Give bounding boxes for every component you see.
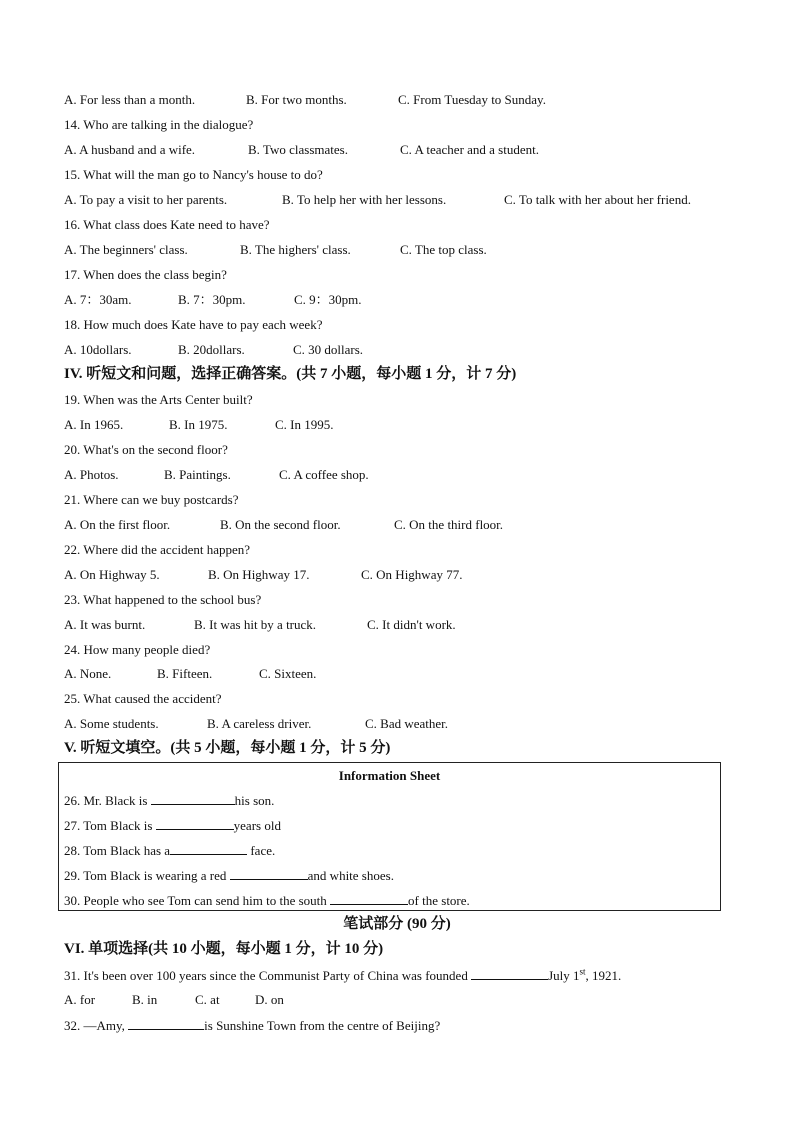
q22-options xyxy=(64,566,462,584)
q23-options xyxy=(64,616,456,634)
info-item-text: years old xyxy=(233,818,281,833)
q15-option-c: C. To talk with her about her friend. xyxy=(504,192,691,207)
q14-options xyxy=(64,141,539,159)
q31-date-year: , 1921. xyxy=(585,968,622,983)
q25-options xyxy=(64,715,448,733)
q24-option-b: B. Fifteen. xyxy=(157,666,213,681)
q17-question: 17. When does the class begin? xyxy=(64,267,227,282)
q32-question xyxy=(64,1016,440,1035)
q19-option-c: C. In 1995. xyxy=(275,417,334,432)
q19-question: 19. When was the Arts Center built? xyxy=(64,392,253,407)
q13-options xyxy=(64,91,546,109)
q31-option-d: D. on xyxy=(255,992,284,1007)
q16-option-c: C. The top class. xyxy=(400,242,487,257)
q18-options xyxy=(64,341,363,359)
q13-option-c: C. From Tuesday to Sunday. xyxy=(398,92,546,107)
info-item-text: 30. People who see Tom can send him to the south xyxy=(64,893,331,908)
q31-question xyxy=(64,966,621,985)
info-item-29 xyxy=(64,866,394,885)
q22-option-b: B. On Highway 17. xyxy=(208,567,310,582)
q31-option-b: B. in xyxy=(132,992,158,1007)
info-item-26 xyxy=(64,791,274,810)
q31-date-suffix-sup: st xyxy=(579,966,586,977)
q32-text-after: is Sunshine Town from the centre of Beijing? xyxy=(204,1018,441,1033)
q14-question: 14. Who are talking in the dialogue? xyxy=(64,117,254,132)
q25-option-b: B. A careless driver. xyxy=(207,716,312,731)
q17-options xyxy=(64,291,362,309)
q22-question: 22. Where did the accident happen? xyxy=(64,542,251,557)
q31-option-a: A. for xyxy=(64,992,96,1007)
q18-option-b: B. 20dollars. xyxy=(178,342,245,357)
q17-option-c: C. 9：30pm. xyxy=(294,292,362,307)
q23-option-b: B. It was hit by a truck. xyxy=(194,617,317,632)
section-5-heading: V. 听短文填空。(共 5 小题，每小题 1 分，计 5 分) xyxy=(64,740,391,756)
q13-option-b: B. For two months. xyxy=(246,92,347,107)
q24-option-c: C. Sixteen. xyxy=(259,666,317,681)
answer-blank-28[interactable] xyxy=(170,841,247,855)
q16-option-a: A. The beginners' class. xyxy=(64,242,188,257)
info-item-text: 29. Tom Black is wearing a red xyxy=(64,868,230,883)
q20-option-a: A. Photos. xyxy=(64,467,119,482)
q14-option-c: C. A teacher and a student. xyxy=(400,142,539,157)
info-item-text: and white shoes. xyxy=(307,868,394,883)
q25-option-c: C. Bad weather. xyxy=(365,716,449,731)
q17-option-b: B. 7：30pm. xyxy=(178,292,246,307)
answer-blank-29[interactable] xyxy=(230,866,308,880)
info-item-text: his son. xyxy=(234,793,275,808)
answer-blank-27[interactable] xyxy=(156,816,234,830)
answer-blank-30[interactable] xyxy=(330,891,408,905)
q31-options xyxy=(64,991,284,1009)
q31-date: July 1 xyxy=(548,968,580,983)
q20-option-c: C. A coffee shop. xyxy=(279,467,369,482)
q21-question: 21. Where can we buy postcards? xyxy=(64,492,239,507)
q18-option-a: A. 10dollars. xyxy=(64,342,132,357)
q16-question: 16. What class does Kate need to have? xyxy=(64,217,270,232)
q20-options xyxy=(64,466,369,484)
q18-option-c: C. 30 dollars. xyxy=(293,342,364,357)
information-sheet-title: Information Sheet xyxy=(338,768,441,783)
q21-option-b: B. On the second floor. xyxy=(220,517,341,532)
q22-option-a: A. On Highway 5. xyxy=(64,567,160,582)
q23-option-c: C. It didn't work. xyxy=(367,617,456,632)
q21-options xyxy=(64,516,503,534)
info-item-text: face. xyxy=(247,843,276,858)
info-item-28 xyxy=(64,841,275,860)
info-item-30 xyxy=(64,891,470,910)
info-item-text: 26. Mr. Black is xyxy=(64,793,151,808)
section-6-heading: VI. 单项选择(共 10 小题，每小题 1 分，计 10 分) xyxy=(64,941,384,957)
info-item-text: of the store. xyxy=(408,893,470,908)
information-sheet xyxy=(58,762,721,911)
written-part-heading: 笔试部分 (90 分) xyxy=(343,916,451,932)
answer-blank-32[interactable] xyxy=(128,1016,204,1030)
q13-option-a: A. For less than a month. xyxy=(64,92,196,107)
answer-blank-31[interactable] xyxy=(471,966,548,980)
q32-text: 32. —Amy, xyxy=(64,1018,129,1033)
q16-option-b: B. The highers' class. xyxy=(240,242,351,257)
info-item-text: 28. Tom Black has a xyxy=(64,843,171,858)
q31-option-c: C. at xyxy=(195,992,220,1007)
q24-option-a: A. None. xyxy=(64,666,112,681)
q17-option-a: A. 7：30am. xyxy=(64,292,132,307)
q14-option-a: A. A husband and a wife. xyxy=(64,142,196,157)
info-item-27 xyxy=(64,816,281,835)
q19-option-b: B. In 1975. xyxy=(169,417,228,432)
q20-question: 20. What's on the second floor? xyxy=(64,442,228,457)
q18-question: 18. How much does Kate have to pay each week? xyxy=(64,317,323,332)
q19-option-a: A. In 1965. xyxy=(64,417,124,432)
q23-question: 23. What happened to the school bus? xyxy=(64,592,262,607)
q31-text: 31. It's been over 100 years since the Communist Party of China was founded xyxy=(64,968,472,983)
q20-option-b: B. Paintings. xyxy=(164,467,231,482)
q23-option-a: A. It was burnt. xyxy=(64,617,146,632)
q21-option-a: A. On the first floor. xyxy=(64,517,171,532)
q21-option-c: C. On the third floor. xyxy=(394,517,504,532)
q15-options xyxy=(64,191,691,209)
q25-question: 25. What caused the accident? xyxy=(64,691,222,706)
q15-question: 15. What will the man go to Nancy's house to do? xyxy=(64,167,323,182)
q15-option-b: B. To help her with her lessons. xyxy=(282,192,447,207)
q15-option-a: A. To pay a visit to her parents. xyxy=(64,192,228,207)
q24-options xyxy=(64,665,316,683)
q25-option-a: A. Some students. xyxy=(64,716,159,731)
q16-options xyxy=(64,241,487,259)
q24-question: 24. How many people died? xyxy=(64,642,211,657)
q19-options xyxy=(64,416,334,434)
q14-option-b: B. Two classmates. xyxy=(248,142,348,157)
answer-blank-26[interactable] xyxy=(151,791,235,805)
info-item-text: 27. Tom Black is xyxy=(64,818,156,833)
section-4-heading: IV. 听短文和问题，选择正确答案。(共 7 小题，每小题 1 分，计 7 分) xyxy=(64,366,517,382)
q22-option-c: C. On Highway 77. xyxy=(361,567,463,582)
